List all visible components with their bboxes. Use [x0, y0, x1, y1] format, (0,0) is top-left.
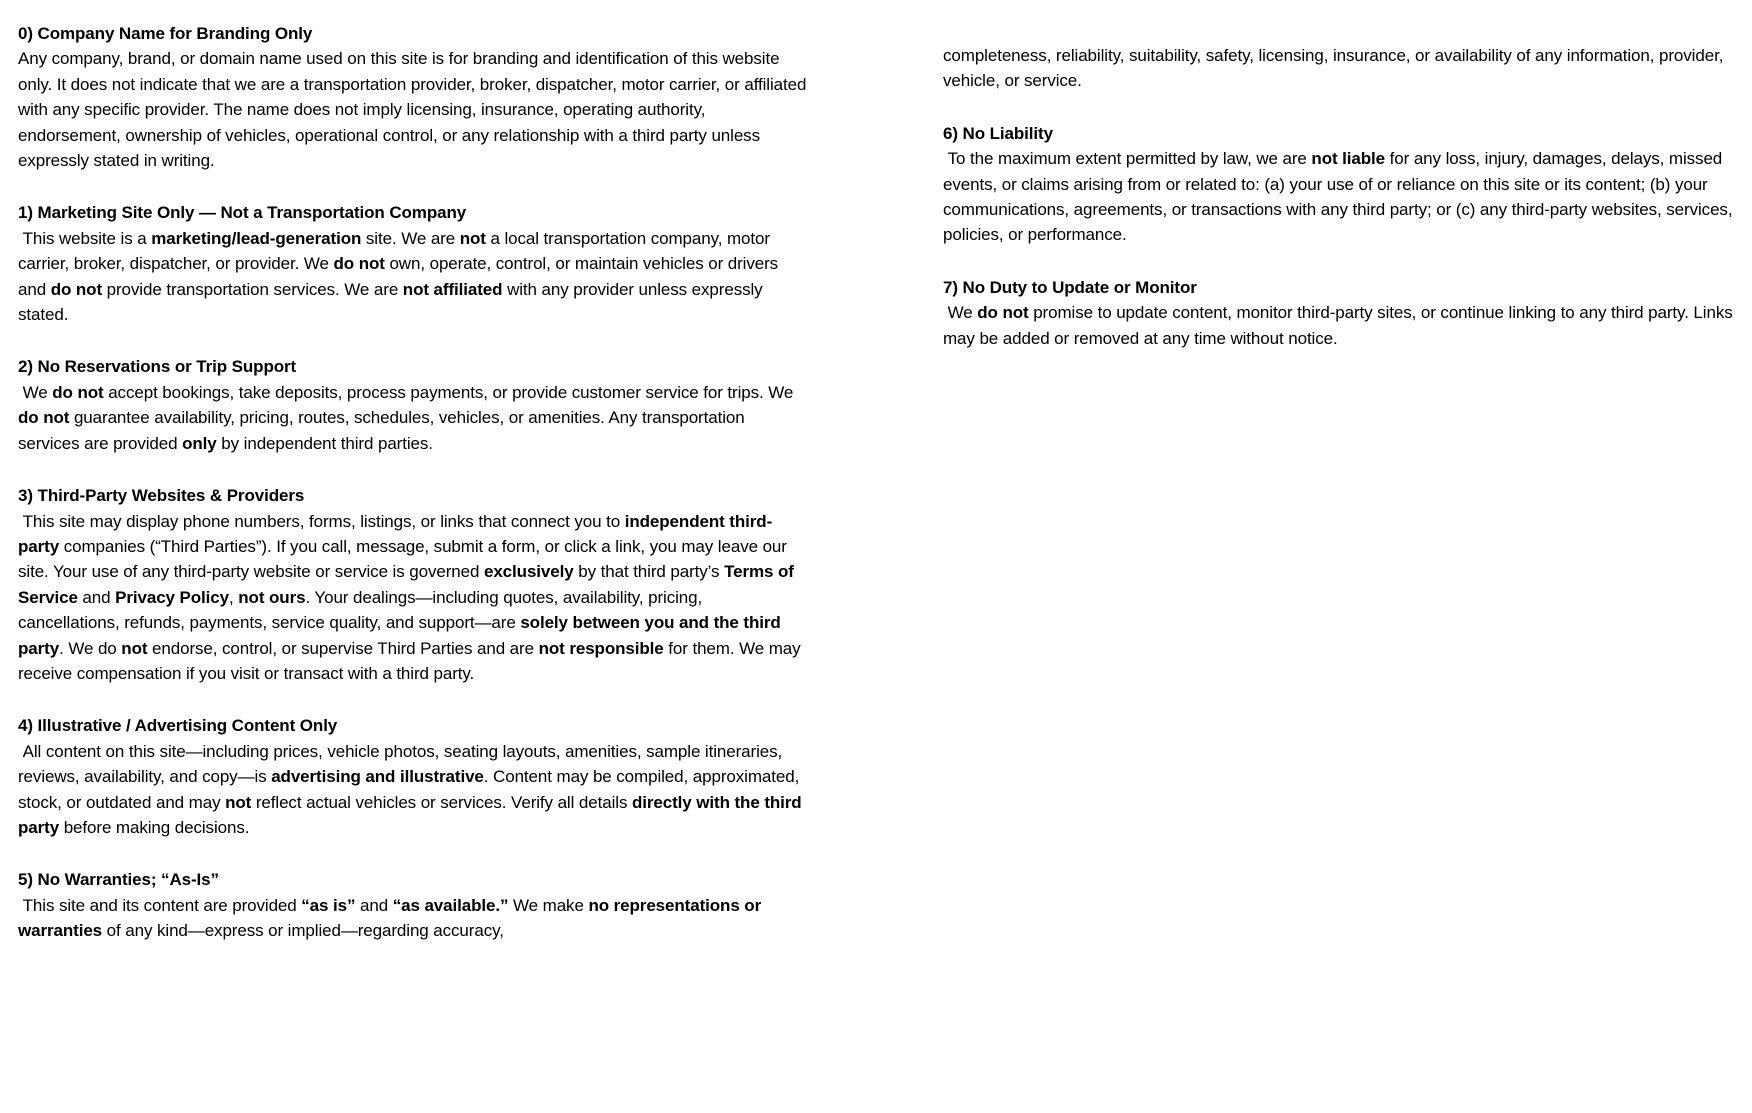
section-heading: 7) No Duty to Update or Monitor [943, 277, 1197, 297]
right-column [943, 21, 1738, 971]
text-run: a local transportation company, motor carrier, broker, dispatcher, or provider. We [18, 228, 775, 274]
text-run: reflect actual vehicles or services. Verify all details [251, 792, 632, 812]
text-run: of any kind—express or implied—regarding accuracy, [102, 921, 504, 941]
bold-text-run: not ours [238, 587, 306, 607]
text-run: , [229, 587, 239, 607]
disclaimer-section [943, 275, 1738, 351]
text-run: guarantee availability, pricing, routes, schedules, vehicles, or amenities. Any transportation services are provided [18, 408, 750, 453]
text-run: site. We are [361, 228, 460, 248]
section-heading: 0) Company Name for Branding Only [18, 24, 313, 43]
disclaimer-section [943, 121, 1738, 248]
section-heading: 1) Marketing Site Only — Not a Transportation Company [18, 203, 467, 223]
section-body [18, 383, 798, 453]
bold-text-run: “as available.” [392, 895, 509, 915]
section-heading: 3) Third-Party Websites & Providers [18, 486, 305, 506]
bold-text-run: do not [50, 279, 103, 299]
bold-text-run: directly with the third party [18, 792, 807, 837]
text-run: We [943, 303, 978, 323]
disclaimer-section [18, 867, 808, 943]
text-run: endorse, control, or supervise Third Parties and are [147, 638, 539, 658]
text-run: by that third party’s [573, 562, 725, 582]
text-run: This website is a [18, 228, 152, 248]
bold-text-run: do not [52, 382, 104, 402]
text-run: for them. We may receive compensation if you visit or transact with a third party. [18, 638, 806, 683]
text-run: provide transportation services. We are [102, 279, 403, 299]
section-body [943, 303, 1737, 347]
section-body [18, 742, 806, 837]
bold-text-run: independent third-party [18, 511, 773, 556]
section-body [943, 149, 1737, 244]
disclaimer-section [943, 43, 1733, 94]
bold-text-run: not responsible [538, 638, 664, 658]
text-run: . Content may be compiled, approximated, stock, or outdated and may [18, 767, 804, 812]
section-body [18, 512, 805, 683]
bold-text-run: do not [333, 254, 385, 274]
section-body [943, 46, 1728, 90]
text-run: accept bookings, take deposits, process payments, or provide customer service for trips. We [103, 382, 798, 402]
bold-text-run: only [182, 433, 217, 453]
text-run: completeness, reliability, suitability, safety, licensing, insurance, or availability of any information, provider, vehicle, or service. [943, 46, 1728, 91]
disclaimer-section [18, 21, 811, 173]
bold-text-run: do not [18, 408, 70, 428]
bold-text-run: marketing/lead-generation [151, 228, 362, 248]
text-run: by independent third parties. [216, 433, 433, 453]
bold-text-run: not [459, 228, 486, 248]
text-run: To the maximum extent permitted by law, we are [943, 149, 1312, 169]
bold-text-run: not [121, 638, 148, 658]
bold-text-run: not [225, 792, 252, 812]
bold-text-run: not affiliated [402, 279, 503, 299]
disclaimer-section [18, 483, 808, 686]
disclaimer-section [18, 354, 808, 456]
section-heading: 6) No Liability [943, 123, 1053, 143]
text-run: We [18, 382, 53, 402]
section-heading: 2) No Reservations or Trip Support [18, 357, 297, 377]
text-run: All content on this site—including prices, vehicle photos, seating layouts, amenities, sample itineraries, reviews, availability, and copy—is [18, 741, 787, 787]
section-heading: 4) Illustrative / Advertising Content Only [18, 716, 338, 736]
bold-text-run: exclusively [483, 562, 574, 582]
section-body [18, 896, 766, 940]
text-run: This site may display phone numbers, forms, listings, or links that connect you to [18, 511, 625, 531]
bold-text-run: no representations or warranties [18, 895, 766, 941]
disclaimer-section [18, 200, 808, 327]
section-body [18, 229, 783, 324]
text-run: with any provider unless expressly stated. [18, 279, 768, 325]
bold-text-run: do not [977, 303, 1029, 323]
bold-text-run: not liable [1311, 149, 1386, 169]
text-run: and [77, 587, 116, 607]
section-body [18, 49, 811, 170]
text-run: promise to update content, monitor third-party sites, or continue linking to any third party. Links may be added or removed at any time without notice. [943, 303, 1738, 348]
text-run: . Your dealings—including quotes, availability, pricing, cancellations, refunds, payments, service quality, and support—are [18, 587, 707, 633]
text-run: and [355, 895, 393, 915]
section-heading: 5) No Warranties; “As-Is” [18, 870, 219, 890]
bold-text-run: “as is” [301, 895, 356, 915]
disclaimer-section [18, 713, 808, 840]
text-run: We make [508, 895, 589, 915]
bold-text-run: advertising and illustrative [271, 767, 484, 787]
bold-text-run: solely between you and the third party [18, 613, 786, 658]
text-run: for any loss, injury, damages, delays, missed events, or claims arising from or related to: (a) your use of or reliance on this site or its content; (b) your communications, agreements, or transactions with any third party; or (c) any third-party websites, services, policies, or performance. [943, 149, 1738, 245]
left-column [18, 21, 811, 971]
text-run: This site and its content are provided [18, 895, 302, 915]
text-run: before making decisions. [59, 817, 250, 837]
bold-text-run: Privacy Policy [115, 587, 230, 607]
text-run: . We do [59, 638, 122, 658]
text-run: companies (“Third Parties”). If you call, message, submit a form, or click a link, you may leave our site. Your use of any third-party website or service is governed [18, 536, 792, 582]
bold-text-run: Terms of Service [18, 562, 799, 607]
text-run: own, operate, control, or maintain vehicles or drivers and [18, 254, 783, 299]
text-run: Any company, brand, or domain name used on this site is for branding and identification of this website only. It does not indicate that we are a transportation provider, broker, dispatcher, motor carrier, or affiliated with any specific provider. The name does not imply licensing, insurance, operating authority, endorsement, ownership of vehicles, operational control, or any relationship with a third party unless expressly stated in writing. [18, 49, 811, 171]
